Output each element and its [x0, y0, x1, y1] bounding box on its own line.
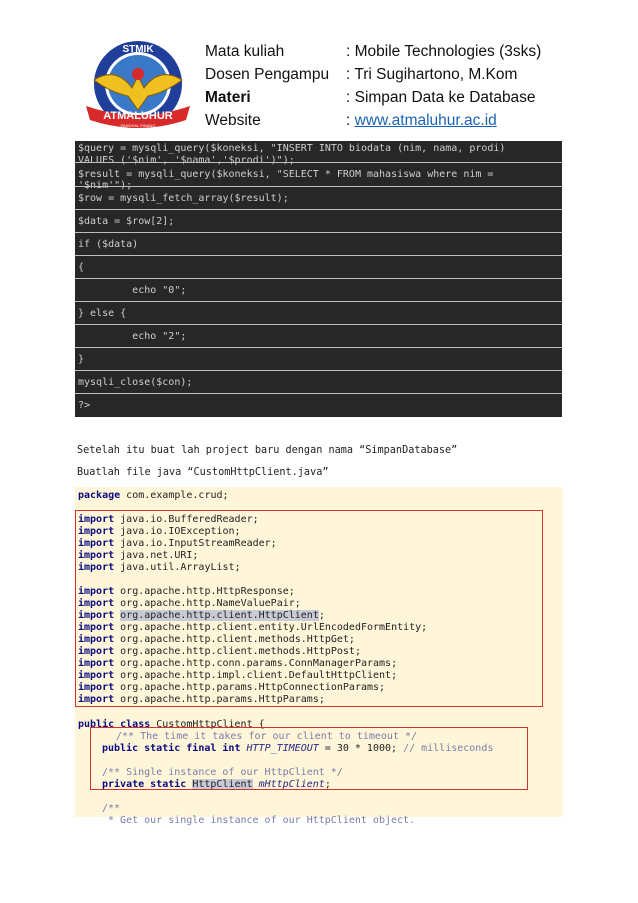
php-code-line: } else {: [75, 301, 562, 321]
code-line-import: [78, 586, 295, 598]
stmik-atmaluhur-logo: [82, 36, 194, 136]
php-code-line: ?>: [75, 393, 562, 413]
logo-sub-text: PANGKAL PINANG: [120, 123, 156, 128]
php-code-line: echo "2";: [75, 324, 562, 344]
code-line-import: [78, 658, 397, 670]
keyword: public static final int: [102, 743, 241, 754]
code-line-import: [78, 682, 385, 694]
code-line-doc-text: * Get our single instance of our HttpClient object.: [102, 815, 416, 826]
code-line-import: [78, 526, 241, 538]
code-line-import: [78, 562, 241, 574]
java-code-block: [75, 487, 563, 826]
header-label: Materi: [205, 89, 251, 106]
keyword: import: [78, 550, 115, 561]
code-line-comment-single: /** Single instance of our HttpClient */: [102, 767, 343, 778]
import-path: java.util.ArrayList;: [120, 562, 241, 573]
import-path: java.net.URI;: [120, 550, 199, 561]
keyword: import: [78, 526, 115, 537]
website-link[interactable]: www.atmaluhur.ac.id: [354, 112, 497, 129]
code-line-import: [78, 646, 361, 658]
import-path: org.apache.http.client.methods.HttpPost;: [120, 646, 361, 657]
header-value: [346, 110, 497, 132]
fields-highlight-box: [90, 727, 528, 790]
code-line-import: [78, 550, 198, 562]
keyword: package: [78, 490, 121, 501]
keyword: import: [78, 646, 115, 657]
php-code-line: if ($data): [75, 232, 562, 252]
code-text: ;: [318, 610, 325, 621]
php-code-line: echo "0";: [75, 278, 562, 298]
instruction-create-file: Buatlah file java “CustomHttpClient.java”: [77, 467, 329, 478]
import-path: org.apache.http.impl.client.DefaultHttpClient;: [120, 670, 398, 681]
field-name: mHttpClient: [258, 779, 325, 790]
keyword: import: [78, 538, 115, 549]
import-path: org.apache.http.params.HttpConnectionParams;: [120, 682, 386, 693]
header-value: : Mobile Technologies (3sks): [346, 43, 542, 60]
keyword: import: [78, 634, 115, 645]
code-line-import: [78, 598, 301, 610]
code-line-import: [78, 670, 397, 682]
import-path: org.apache.http.HttpResponse;: [120, 586, 295, 597]
code-text: CustomHttpClient {: [150, 719, 265, 730]
header-label: Website: [205, 112, 261, 129]
code-line-import: [78, 514, 259, 526]
keyword: import: [78, 682, 115, 693]
code-text: = 30 * 1000;: [318, 743, 404, 754]
constant-name: HTTP_TIMEOUT: [246, 743, 319, 754]
keyword: import: [78, 670, 115, 681]
keyword: private static: [102, 779, 187, 790]
import-path: java.io.BufferedReader;: [120, 514, 259, 525]
keyword: import: [78, 562, 115, 573]
import-path: org.apache.http.client.methods.HttpGet;: [120, 634, 355, 645]
import-path: org.apache.http.client.HttpClient: [120, 610, 319, 621]
header-label: Mata kuliah: [205, 43, 285, 60]
header-value: : Tri Sugihartono, M.Kom: [346, 66, 518, 83]
code-line-import: [78, 634, 355, 646]
import-path: java.io.IOException;: [120, 526, 241, 537]
php-code-line: mysqli_close($con);: [75, 370, 562, 390]
code-line-import: [78, 610, 325, 622]
logo-top-text: STMIK: [122, 44, 154, 55]
php-code-line: '$nim'");: [78, 180, 133, 191]
keyword: import: [78, 694, 115, 705]
code-line-import: [78, 694, 325, 706]
logo-bottom-text: ATMALUHUR: [103, 110, 173, 122]
keyword: public class: [78, 719, 151, 730]
instruction-create-project: Setelah itu buat lah project baru dengan nama “SimpanDatabase”: [77, 445, 458, 456]
website-colon: :: [346, 112, 355, 129]
header-value: : Simpan Data ke Database: [346, 89, 536, 106]
php-code-block: [75, 141, 562, 417]
php-code-line: $data = $row[2];: [75, 209, 562, 229]
code-line-import: [78, 538, 277, 550]
keyword: import: [78, 514, 115, 525]
import-path: org.apache.http.params.HttpParams;: [120, 694, 325, 705]
keyword: import: [78, 598, 115, 609]
code-text: ;: [324, 779, 331, 790]
code-text: com.example.crud;: [120, 490, 229, 501]
php-code-line: {: [75, 255, 562, 275]
php-code-line: VALUES ('$nim', '$nama','$prodi')");: [78, 155, 295, 166]
code-line-comment-timeout: /** The time it takes for our client to timeout */: [116, 731, 418, 742]
highlighted-type: HttpClient: [192, 779, 253, 790]
header-label: Dosen Pengampu: [205, 66, 330, 83]
php-code-line: $query = mysqli_query($koneksi, "INSERT INTO biodata (nim, nama, prodi): [78, 143, 506, 154]
keyword: import: [78, 610, 115, 621]
code-line-doc-open: /**: [102, 803, 121, 814]
code-line-package: [78, 490, 229, 502]
keyword: import: [78, 658, 115, 669]
php-code-line: }: [75, 347, 562, 367]
php-code-line: $row = mysqli_fetch_array($result);: [75, 186, 562, 206]
import-path: org.apache.http.NameValuePair;: [120, 598, 301, 609]
code-line-import: [78, 622, 427, 634]
import-path: java.io.InputStreamReader;: [120, 538, 277, 549]
import-path: org.apache.http.conn.params.ConnManagerParams;: [120, 658, 398, 669]
import-path: org.apache.http.client.entity.UrlEncodedFormEntity;: [120, 622, 428, 633]
keyword: import: [78, 622, 115, 633]
keyword: import: [78, 586, 115, 597]
code-comment: // milliseconds: [403, 743, 494, 754]
php-code-line: $result = mysqli_query($koneksi, "SELECT * FROM mahasiswa where nim =: [75, 162, 562, 182]
